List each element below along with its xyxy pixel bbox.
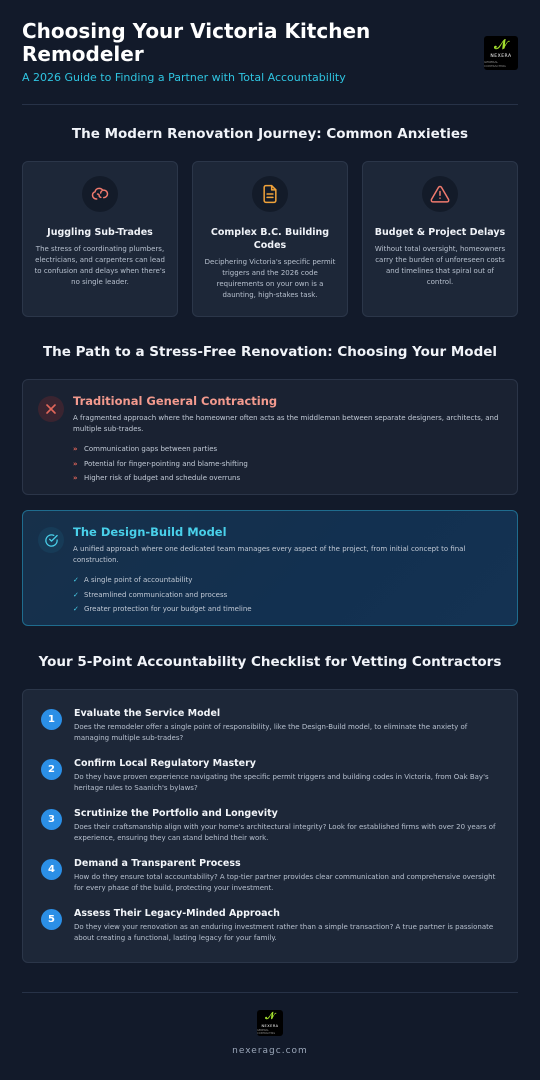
anxiety-card: [22, 161, 178, 317]
design-build-bullets: [73, 573, 503, 617]
traditional-bullets: [73, 442, 503, 486]
header-divider: [22, 104, 518, 105]
checklist-item-text: How do they ensure total accountability? A top-tier partner provides clear communication and comprehensive oversight for every phase of the build, protecting your investment.: [74, 873, 496, 892]
checklist-item-title: Confirm Local Regulatory Mastery: [74, 758, 257, 769]
logo-tagline: GENERAL CONTRACTING: [257, 1028, 276, 1035]
design-build-description: A unified approach where one dedicated team manages every aspect of the project, from initial concept to final construction.: [73, 545, 466, 564]
logo-name: NEXERA: [490, 54, 512, 59]
chevron-right-icon: »: [73, 474, 78, 482]
logo-tagline: GENERAL CONTRACTING: [484, 60, 506, 68]
anxiety-card-title: Juggling Sub-Trades: [47, 227, 153, 238]
checklist-item: [41, 758, 501, 794]
anxiety-card-text: Without total oversight, homeowners carry the burden of unforeseen costs and timelines that spiral out of control.: [374, 245, 506, 286]
checklist-item-text: Do they have proven experience navigating the specific permit triggers and building codes in Victoria, from Oak Bay's heritage rules to Saanich's bylaws?: [74, 773, 489, 792]
traditional-title: Traditional General Contracting: [73, 394, 278, 408]
document-icon: [252, 176, 288, 212]
anxiety-card-title: Complex B.C. Building Codes: [210, 227, 330, 251]
logo-mark: 𝒩: [494, 37, 508, 53]
list-item: » Potential for finger-pointing and blame-shifting: [73, 457, 503, 472]
footer-logo: [257, 1010, 283, 1036]
nexera-logo: [484, 36, 518, 70]
checkmark-icon: ✓: [73, 605, 79, 613]
anxiety-card-text: The stress of coordinating plumbers, electricians, and carpenters can lead to confusion and delays when there's no single leader.: [34, 245, 166, 286]
checklist-item-title: Scrutinize the Portfolio and Longevity: [74, 808, 278, 819]
close-icon: [38, 396, 64, 422]
checklist-item: [41, 808, 501, 844]
footer-divider: [22, 992, 518, 993]
chevron-right-icon: »: [73, 445, 78, 453]
anxiety-card: [192, 161, 348, 317]
list-item: » Higher risk of budget and schedule overruns: [73, 471, 503, 486]
checklist-item-title: Demand a Transparent Process: [74, 858, 241, 869]
warning-icon: [422, 176, 458, 212]
traditional-contracting-panel: [22, 379, 518, 495]
checklist-item-title: Assess Their Legacy-Minded Approach: [74, 908, 280, 919]
checkmark-icon: ✓: [73, 576, 79, 584]
checklist-item-text: Does the remodeler offer a single point of responsibility, like the Design-Build model, to eliminate the anxiety of managing multiple sub-trades?: [74, 723, 468, 742]
page-title: Choosing Your Victoria Kitchen Remodeler: [22, 19, 371, 66]
check-circle-icon: [38, 527, 64, 553]
step-number-badge: 1: [41, 709, 62, 730]
design-build-panel: [22, 510, 518, 626]
logo-name: NEXERA: [261, 1023, 279, 1028]
checklist-item: [41, 908, 501, 944]
checklist-item-text: Does their craftsmanship align with your home's architectural integrity? Look for established firms with over 20 years of experience, ensuring they can stand behind their work.: [74, 823, 496, 842]
models-title: The Path to a Stress-Free Renovation: Choosing Your Model: [42, 344, 498, 360]
list-item: ✓ Greater protection for your budget and timeline: [73, 602, 503, 617]
step-number-badge: 4: [41, 859, 62, 880]
chevron-right-icon: »: [73, 459, 78, 468]
checklist-item-title: Evaluate the Service Model: [74, 708, 221, 719]
checkmark-icon: ✓: [73, 590, 79, 599]
anxiety-card-title: Budget & Project Delays: [374, 227, 506, 238]
checklist-item: [41, 708, 501, 744]
checklist-item-text: Do they view your renovation as an enduring investment rather than a simple transaction? A true partner is passionate about creating a functional, lasting legacy for your family.: [74, 923, 494, 942]
logo-mark: 𝒩: [265, 1010, 275, 1022]
brain-icon: [82, 176, 118, 212]
anxieties-title: The Modern Renovation Journey: Common Anxieties: [71, 126, 469, 142]
step-number-badge: 3: [41, 809, 62, 830]
list-item: ✓ Streamlined communication and process: [73, 588, 503, 603]
anxiety-card-text: Deciphering Victoria's specific permit triggers and the 2026 code requirements on your own is a daunting, high-stakes task.: [204, 258, 336, 299]
list-item: » Communication gaps between parties: [73, 442, 503, 457]
traditional-description: A fragmented approach where the homeowner often acts as the middleman between separate designers, architects, and multiple sub-trades.: [73, 414, 499, 433]
page-subtitle: A 2026 Guide to Finding a Partner with Total Accountability: [22, 71, 346, 84]
step-number-badge: 2: [41, 759, 62, 780]
list-item: ✓ A single point of accountability: [73, 573, 503, 588]
checklist-item: [41, 858, 501, 894]
header: [22, 20, 518, 104]
checklist-panel: [22, 689, 518, 963]
step-number-badge: 5: [41, 909, 62, 930]
checklist-title: Your 5-Point Accountability Checklist for Vetting Contractors: [38, 654, 502, 670]
design-build-title: The Design-Build Model: [73, 525, 227, 539]
anxiety-card: [362, 161, 518, 317]
footer-website-link[interactable]: nexeragc.com: [232, 1046, 308, 1056]
